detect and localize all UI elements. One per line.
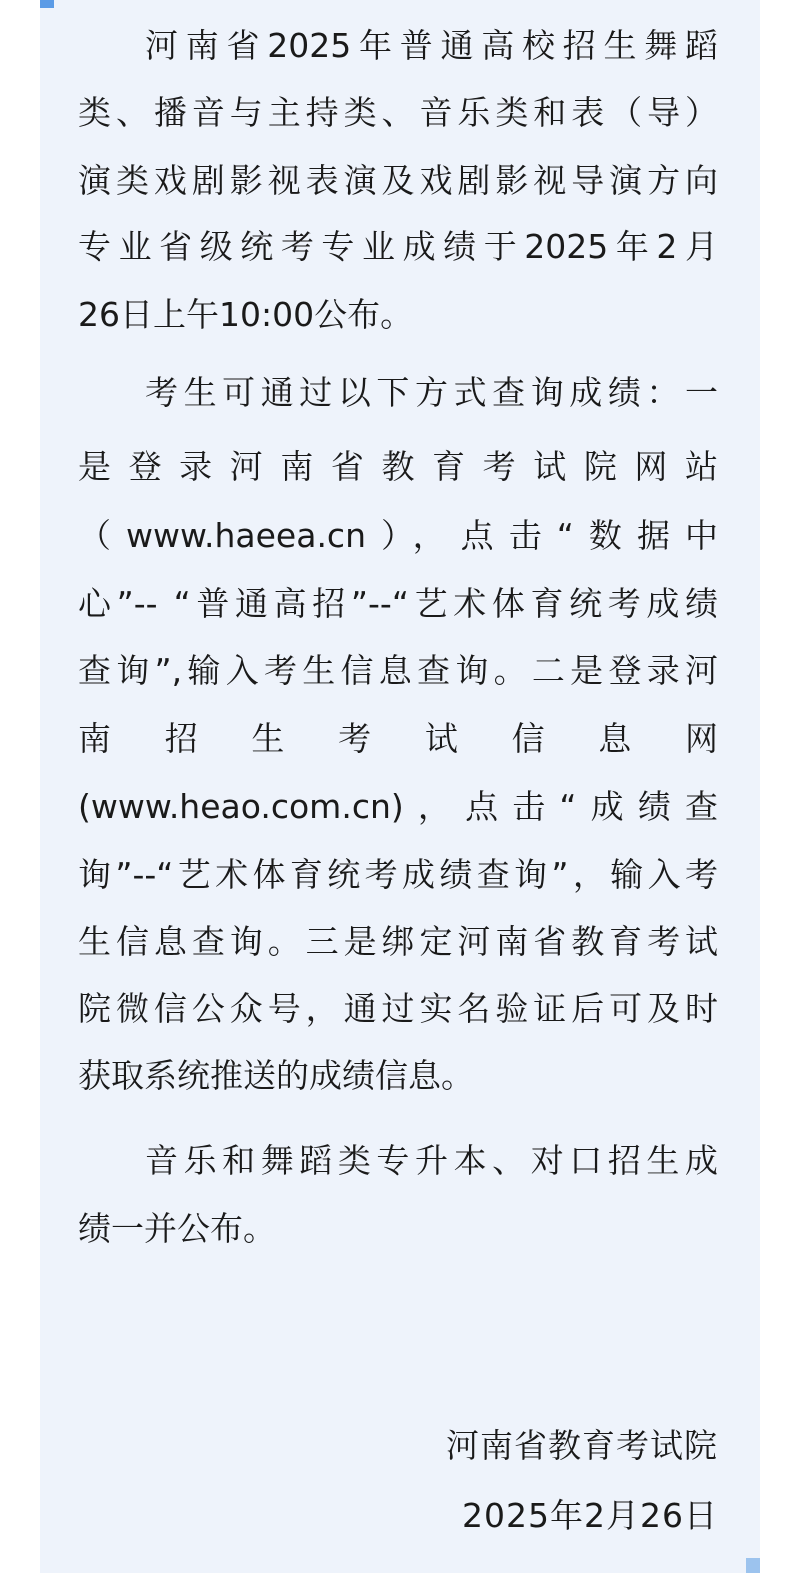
- signature-date: 2025年2月26日: [462, 1496, 718, 1535]
- paragraph-3-line: 绩一并公布。: [78, 1209, 276, 1248]
- paragraph-2-line: 是登录河南省教育考试院网站: [78, 447, 718, 486]
- paragraph-1-line: 类、播音与主持类、音乐类和表（导）: [78, 93, 718, 132]
- paragraph-2-line: 生信息查询。三是绑定河南省教育考试: [78, 922, 718, 961]
- paragraph-2-line: 获取系统推送的成绩信息。: [78, 1056, 474, 1095]
- paragraph-2-line: 考生可通过以下方式查询成绩：一: [145, 373, 718, 412]
- paragraph-2-line: 南招生考试信息网: [78, 719, 718, 758]
- paragraph-2-line: 询”--“艺术体育统考成绩查询”，输入考: [78, 855, 718, 894]
- paragraph-3-line: 音乐和舞蹈类专升本、对口招生成: [145, 1141, 718, 1180]
- signature-org: 河南省教育考试院: [446, 1426, 718, 1465]
- paragraph-2-line: 心”-- “普通高招”--“艺术体育统考成绩: [78, 584, 718, 623]
- paragraph-2-line: （www.haeea.cn），点击“数据中: [78, 516, 718, 555]
- paragraph-2-line: 查询”,输入考生信息查询。二是登录河: [78, 651, 718, 690]
- scroll-marker-bottom: [746, 1558, 760, 1573]
- paragraph-2-line: (www.heao.com.cn)，点击“成绩查: [78, 787, 718, 826]
- paragraph-1-line: 专业省级统考专业成绩于2025年2月: [78, 227, 718, 266]
- paragraph-1-line: 河南省2025年普通高校招生舞蹈: [145, 26, 718, 65]
- paragraph-1-line: 26日上午10:00公布。: [78, 295, 414, 334]
- scroll-marker-top: [40, 0, 54, 8]
- paragraph-1-line: 演类戏剧影视表演及戏剧影视导演方向: [78, 161, 718, 200]
- paragraph-2-line: 院微信公众号，通过实名验证后可及时: [78, 989, 718, 1028]
